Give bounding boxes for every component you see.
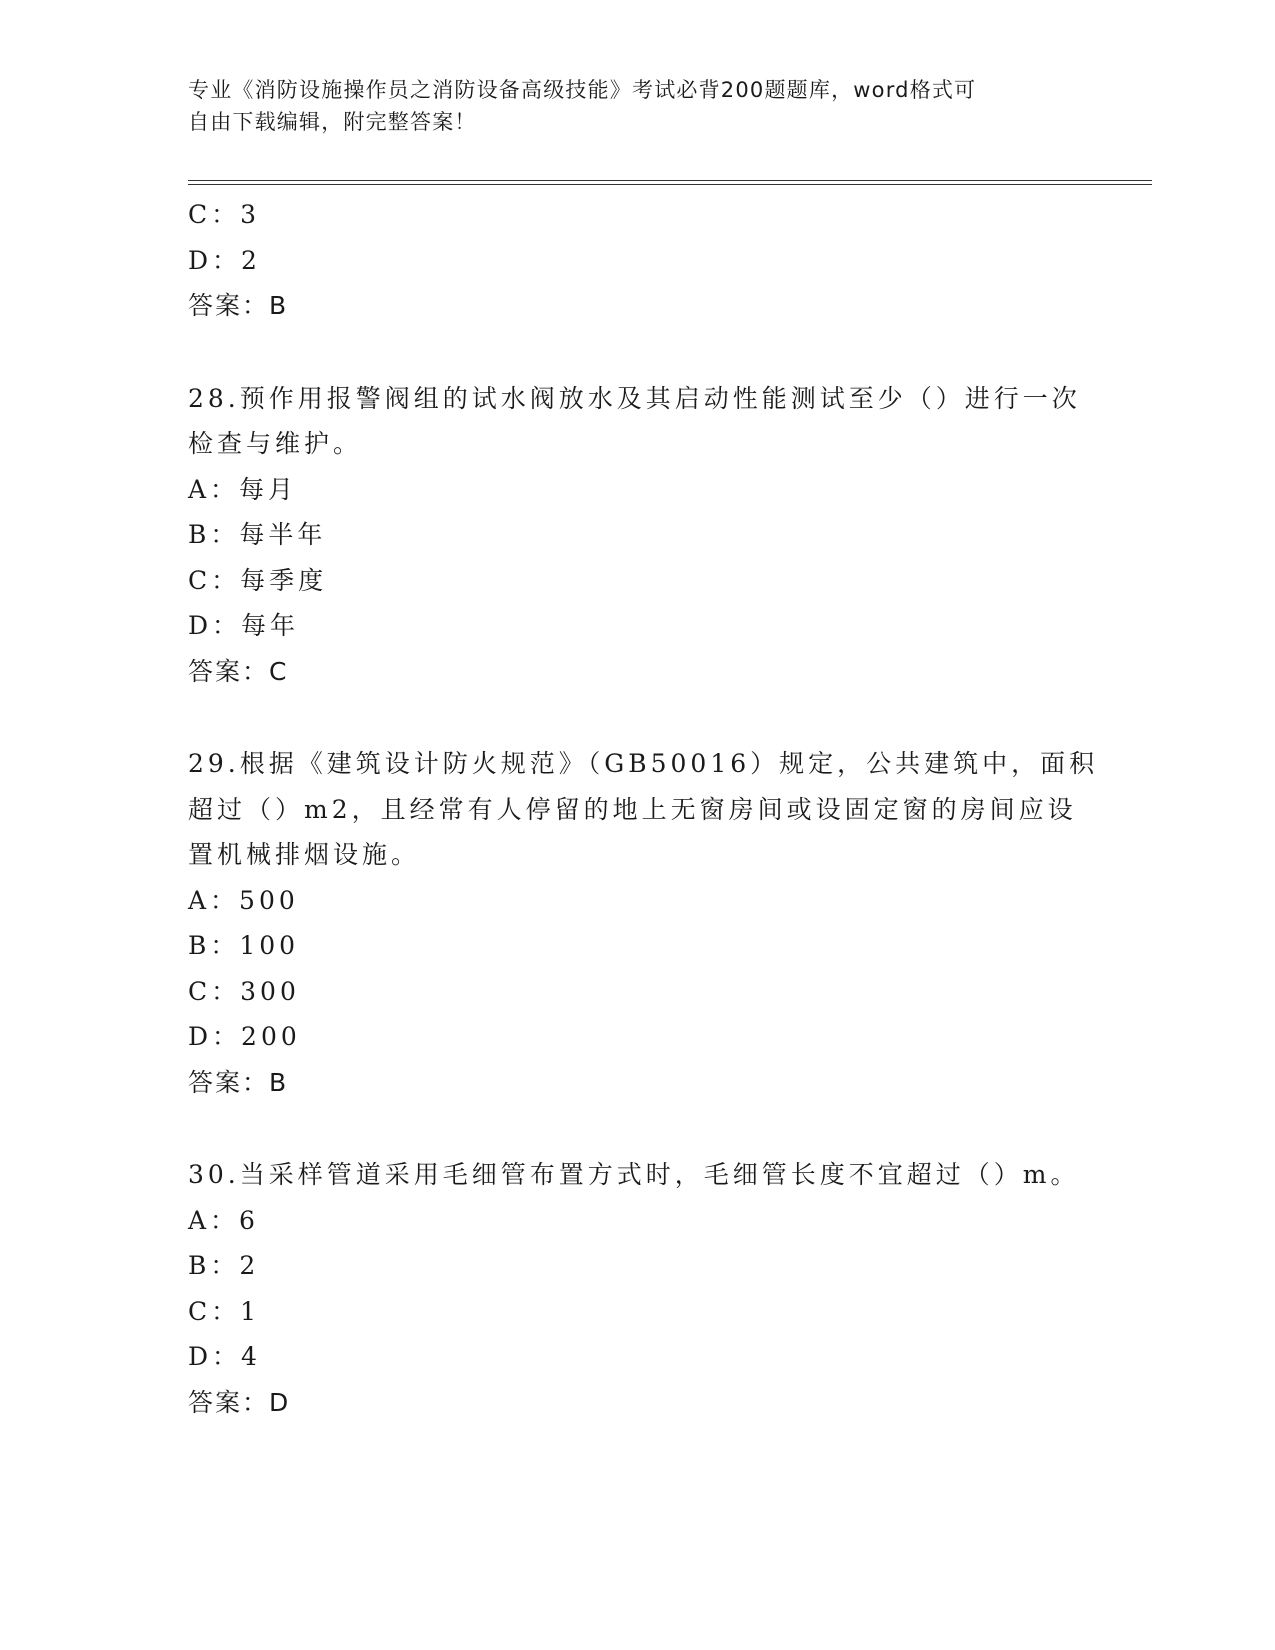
question-29 — [188, 741, 1099, 1105]
option-a: A：6 — [188, 1205, 259, 1235]
answer-line: 答案：C — [188, 656, 289, 686]
answer-line: 答案：B — [188, 291, 289, 320]
question-list — [188, 192, 1099, 1425]
option-c: C：3 — [188, 200, 261, 229]
question-text-line: 28.预作用报警阀组的试水阀放水及其启动性能测试至少（）进行一次 — [188, 383, 1081, 413]
option-d: D：每年 — [188, 611, 300, 640]
option-a: A：每月 — [188, 474, 298, 504]
option-d: D：200 — [188, 1022, 301, 1051]
question-28 — [188, 376, 1088, 695]
question-text-line: 29.根据《建筑设计防火规范》（GB50016）规定，公共建筑中，面积 — [188, 749, 1099, 778]
answer-line: 答案：D — [188, 1387, 291, 1417]
question-30 — [188, 1152, 1088, 1425]
option-b: B：100 — [188, 931, 300, 960]
option-b: B：每半年 — [188, 520, 327, 549]
option-d: D：2 — [188, 245, 261, 275]
question-text-line: 30.当采样管道采用毛细管布置方式时，毛细管长度不宜超过（）m。 — [188, 1160, 1080, 1189]
option-d: D：4 — [188, 1342, 261, 1371]
document-header — [188, 74, 1068, 138]
header-divider-top — [188, 180, 1152, 181]
header-line-1: 专业《消防设施操作员之消防设备高级技能》考试必背200题题库，word格式可 — [188, 78, 977, 102]
question-27-continuation — [188, 192, 1088, 329]
answer-line: 答案：B — [188, 1067, 289, 1097]
header-line-2: 自由下载编辑，附完整答案！ — [188, 110, 477, 134]
option-b: B：2 — [188, 1251, 260, 1280]
question-text-line: 超过（）m2，且经常有人停留的地上无窗房间或设固定窗的房间应设 — [188, 794, 1077, 824]
question-text-line: 置机械排烟设施。 — [188, 840, 421, 869]
option-c: C：300 — [188, 976, 300, 1006]
option-c: C：1 — [188, 1296, 261, 1326]
option-c: C：每季度 — [188, 565, 328, 595]
option-a: A：500 — [188, 885, 299, 915]
header-divider-bottom — [188, 184, 1152, 185]
question-text-line: 检查与维护。 — [188, 429, 363, 458]
